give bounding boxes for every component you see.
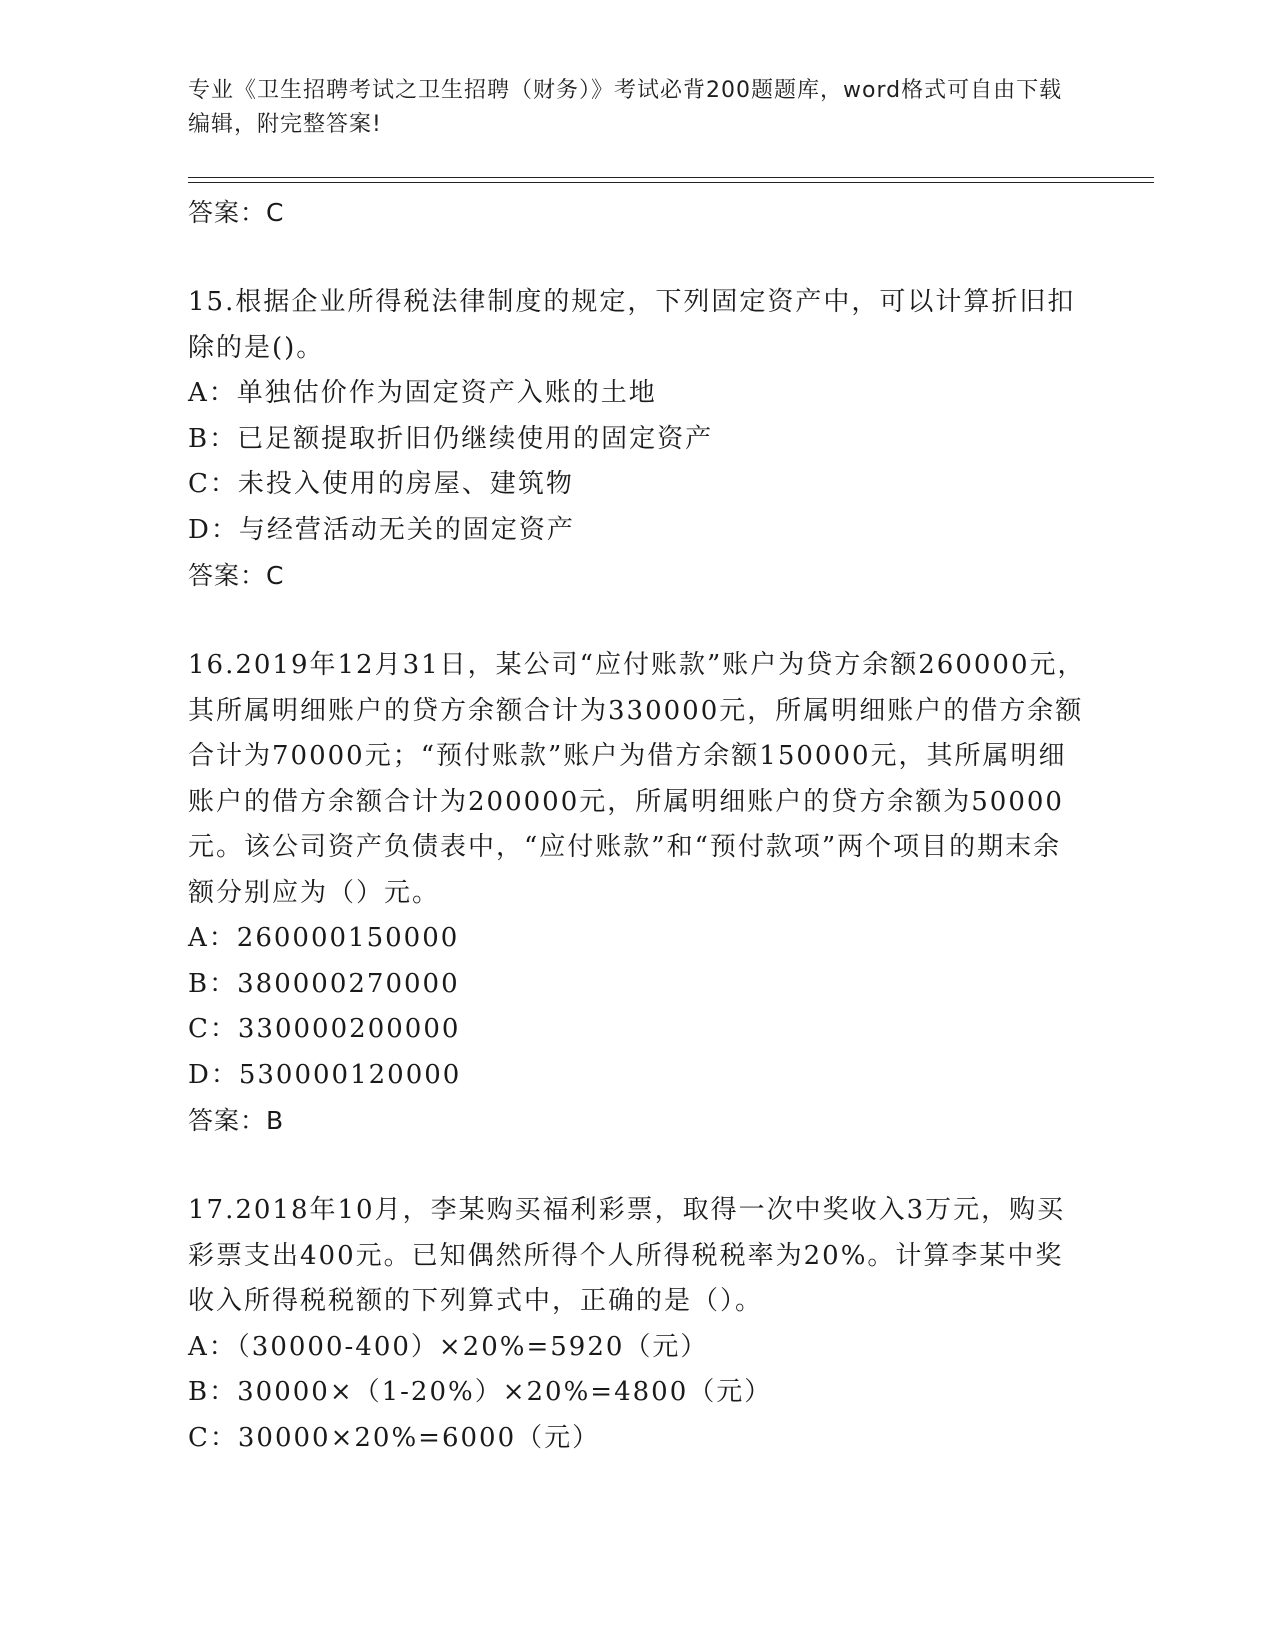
answer-line: 答案：C [188, 561, 285, 590]
question-stem: 15.根据企业所得税法律制度的规定，下列固定资产中，可以计算折旧扣除的是()。 [188, 287, 1076, 363]
header-rule-bottom [188, 182, 1154, 183]
option-c: C：30000×20%=6000（元） [188, 1422, 601, 1453]
option-b: B：30000×（1-20%）×20%=4800（元） [188, 1377, 773, 1407]
question-block [188, 280, 1088, 599]
option-a: A：260000150000 [188, 923, 460, 953]
header-rule-top [188, 177, 1154, 178]
option-d: D：与经营活动无关的固定资产 [188, 514, 575, 545]
question-block [188, 1188, 1088, 1461]
option-c: C：330000200000 [188, 1014, 461, 1044]
answer-line: 答案：C [188, 198, 285, 227]
option-b: B：380000270000 [188, 968, 460, 999]
question-list [188, 190, 1088, 1461]
question-block [188, 643, 1088, 1144]
option-d: D：530000120000 [188, 1059, 462, 1090]
question-stem: 16.2019年12月31日，某公司“应付账款”账户为贷方余额260000元，其所属明细账户的贷方余额合计为330000元，所属明细账户的借方余额合计为70000元；“预付账款”账户为借方余额150000元，其所属明细账户的借方余额合计为200000元，所属明细账户的贷方余额为50000元。该公司资产负债表中，“应付账款”和“预付款项”两个项目的期末余额分别应为（）元。 [188, 650, 1086, 908]
document-header: 专业《卫生招聘考试之卫生招聘（财务）》考试必背200题题库，word格式可自由下载编辑，附完整答案! [188, 78, 1063, 137]
option-c: C：未投入使用的房屋、建筑物 [188, 469, 574, 499]
answer-line: 答案：B [188, 1106, 285, 1135]
option-b: B：已足额提取折旧仍继续使用的固定资产 [188, 423, 714, 454]
option-a: A：（30000-400）×20%=5920（元） [188, 1331, 709, 1362]
question-stem: 17.2018年10月，李某购买福利彩票，取得一次中奖收入3万元，购买彩票支出400元。已知偶然所得个人所得税税率为20%。计算李某中奖收入所得税税额的下列算式中，正确的是（）。 [188, 1195, 1066, 1316]
option-a: A：单独估价作为固定资产入账的土地 [188, 378, 657, 408]
